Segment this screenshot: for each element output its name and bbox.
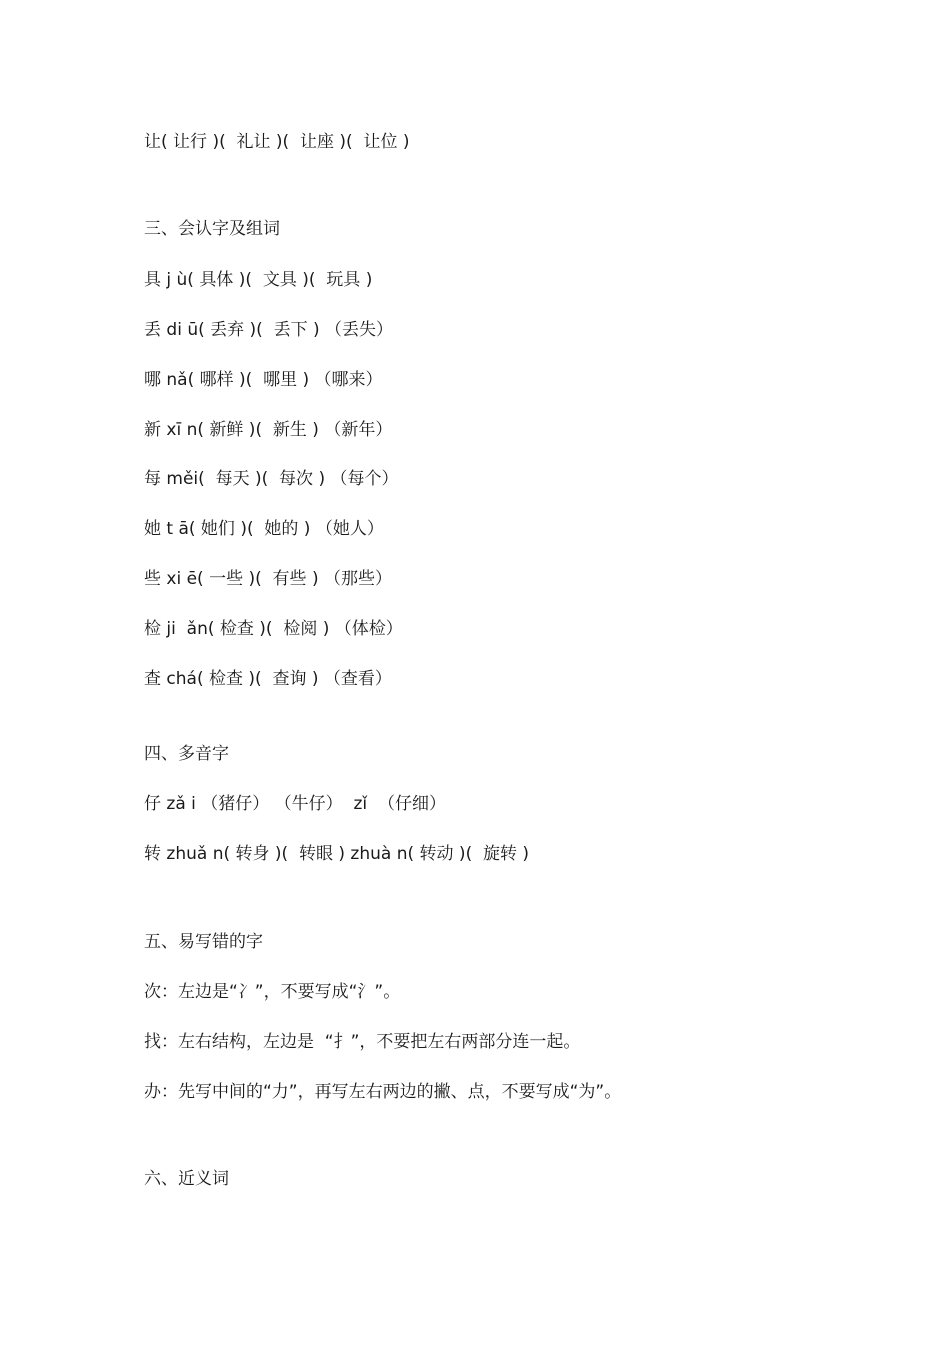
- line-diu: 丢 di ū( 丢弃 )( 丢下 ) （丢失）: [144, 320, 394, 340]
- line-ban: 办：先写中间的“力”，再写左右两边的撇、点，不要写成“为”。: [144, 1082, 622, 1102]
- section-heading-6: 六、近义词: [144, 1169, 229, 1189]
- line-jian: 检 ji ǎn( 检查 )( 检阅 ) （体检）: [144, 619, 403, 639]
- line-cha: 查 chá( 检查 )( 查询 ) （查看）: [144, 669, 392, 689]
- line-zai: 仔 zǎ i （猪仔） （牛仔） zǐ （仔细）: [144, 794, 446, 814]
- line-zhuan: 转 zhuǎ n( 转身 )( 转眼 ) zhuà n( 转动 )( 旋转 ): [144, 844, 530, 864]
- line-zhao: 找：左右结构，左边是 “扌”，不要把左右两部分连一起。: [144, 1032, 581, 1052]
- line-xin: 新 xī n( 新鲜 )( 新生 ) （新年）: [144, 420, 393, 440]
- line-xie: 些 xi ē( 一些 )( 有些 ) （那些）: [144, 569, 393, 589]
- line-rang: 让( 让行 )( 礼让 )( 让座 )( 让位 ): [144, 132, 410, 152]
- line-na: 哪 nǎ( 哪样 )( 哪里 ) （哪来）: [144, 370, 383, 390]
- section-heading-5: 五、易写错的字: [144, 932, 263, 952]
- section-heading-4: 四、多音字: [144, 744, 229, 764]
- line-mei: 每 měi( 每天 )( 每次 ) （每个）: [144, 469, 399, 489]
- line-ta: 她 t ā( 她们 )( 她的 ) （她人）: [144, 519, 384, 539]
- line-ci: 次：左边是“冫”，不要写成“氵”。: [144, 982, 401, 1002]
- line-ju: 具 j ù( 具体 )( 文具 )( 玩具 ): [144, 270, 373, 290]
- section-heading-3: 三、会认字及组词: [144, 219, 280, 239]
